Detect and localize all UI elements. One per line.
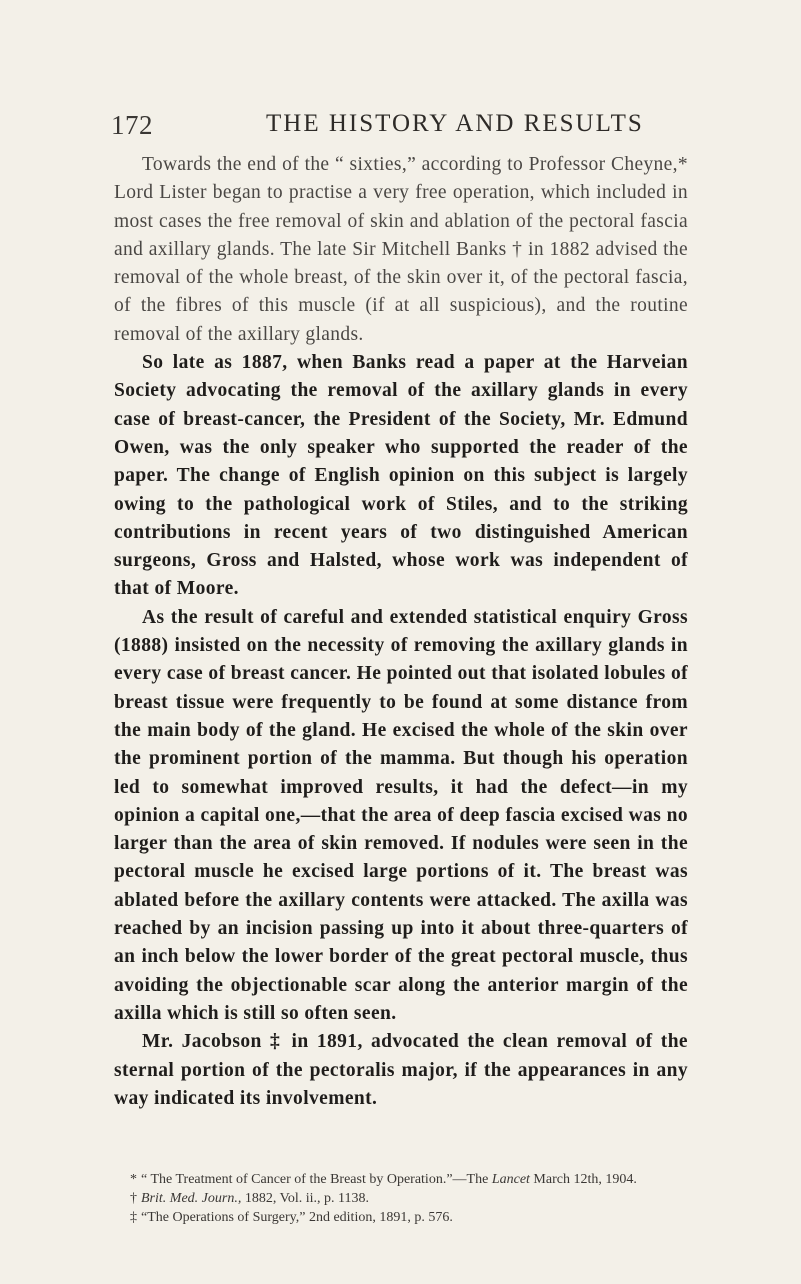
- footnote-mark: *: [130, 1172, 137, 1187]
- footnote-treatment-of-cancer: [114, 1170, 688, 1189]
- footnote-text-end: 1882, Vol. ii., p. 1138.: [241, 1191, 370, 1207]
- paragraph-gross: As the result of careful and extended statistical enquiry Gross (1888) insisted on the necessity of removing the axillary glands in every case of breast cancer. He pointed out that isolated lobules of breast tissue were frequently to be found at some distance from the main body of the gland. He excised the whole of the skin over the prominent portion of the mamma. But though his operation led to somewhat improved results, it had the defect—in my opinion a capital one,—that the area of deep fascia excised was no larger than the area of skin removed. If nodules were seen in the pectoral muscle he excised large portions of it. The breast was ablated before the axillary contents were attacked. The axilla was reached by an incision passing up into it about three-quarters of an inch below the lower border of the great pectoral muscle, thus avoiding the objectionable scar along the anterior margin of the axilla which is still so often seen.: [114, 606, 688, 1024]
- footnotes: [114, 1170, 688, 1228]
- page-number: 172: [111, 110, 153, 140]
- paragraph-lister-banks: Towards the end of the “ sixties,” according to Professor Cheyne,* Lord Lister began to practise a very free operation, which included in most cases the free removal of skin and ablation of the pectoral fascia and axillary glands. The late Sir Mitchell Banks † in 1882 advised the removal of the whole breast, of the skin over it, of the pectoral fascia, of the fibres of this muscle (if at all suspicious), and the routine removal of the axillary glands.: [114, 154, 688, 345]
- running-title: THE HISTORY AND RESULTS: [266, 110, 644, 137]
- footnote-italic-source: Brit. Med. Journ.,: [141, 1191, 242, 1207]
- footnote-text-end: March 12th, 1904.: [529, 1172, 637, 1187]
- running-head: [0, 110, 801, 150]
- footnote-text: “ The Treatment of Cancer of the Breast by Operation.”—The: [141, 1172, 492, 1187]
- footnote-italic-source: Lancet: [491, 1172, 530, 1187]
- footnote-mark: †: [130, 1191, 137, 1207]
- footnote-mark: ‡: [130, 1210, 137, 1226]
- footnote-text: “The Operations of Surgery,” 2nd edition, 1891, p. 576.: [141, 1210, 453, 1226]
- footnote-operations-of-surgery: [114, 1208, 688, 1227]
- paragraph-jacobson: Mr. Jacobson ‡ in 1891, advocated the clean removal of the sternal portion of the pectoralis major, if the appearances in any way indicated its involvement.: [114, 1031, 688, 1109]
- footnote-brit-med-journ: [114, 1189, 688, 1208]
- paragraph-harveian-society: So late as 1887, when Banks read a paper at the Harveian Society advocating the removal of the axillary glands in every case of breast-cancer, the President of the Society, Mr. Edmund Owen, was the only speaker who supported the reader of the paper. The change of English opinion on this subject is largely owing to the pathological work of Stiles, and to the striking contributions in recent years of two distinguished American surgeons, Gross and Halsted, whose work was independent of that of Moore.: [114, 352, 688, 600]
- body-text: [114, 151, 688, 1113]
